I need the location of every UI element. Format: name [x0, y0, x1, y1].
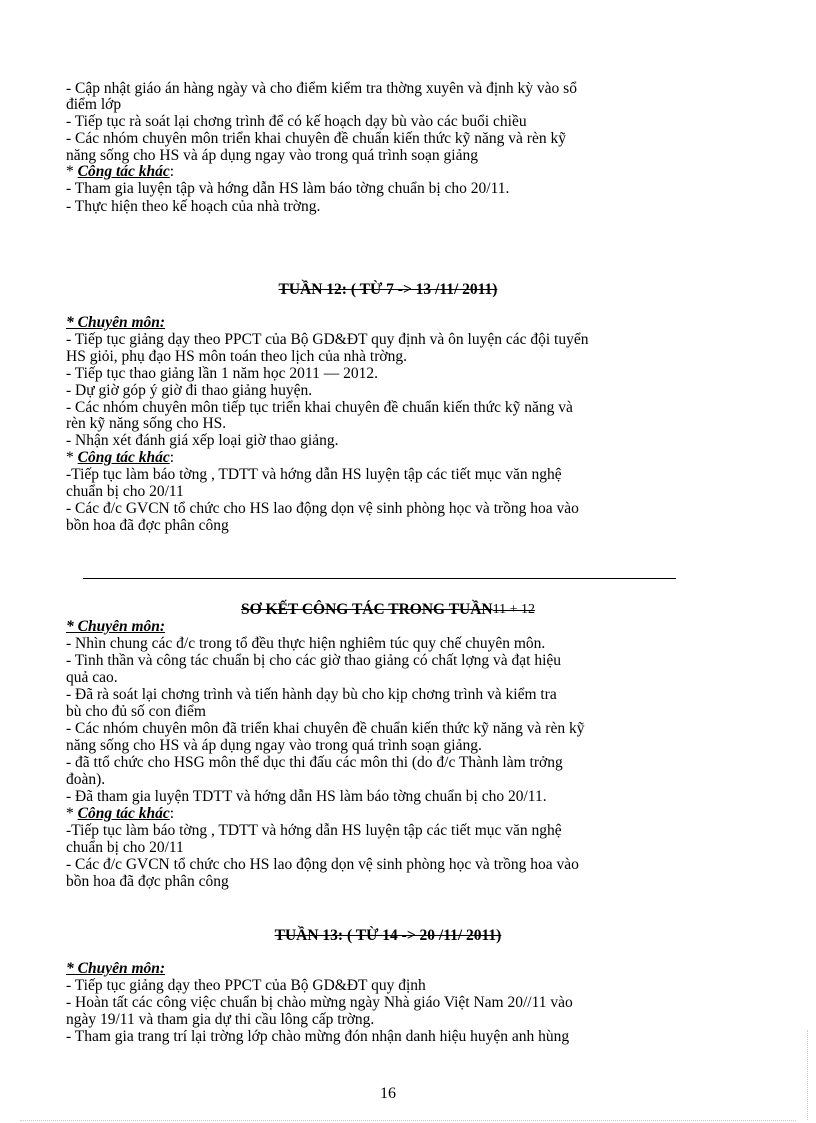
text-line: - Các đ/c GVCN tổ chức cho HS lao động dọn vệ sinh phòng học và trồng hoa vào	[66, 856, 579, 873]
text-line: - Các nhóm chuyên môn tiếp tục triển khai chuyên đề chuẩn kiến thức kỹ năng và	[66, 399, 573, 416]
page-number: 16	[380, 1085, 396, 1102]
text-line: - Tiếp tục giảng dạy theo PPCT của Bộ GD&ĐT quy định và ôn luyện các đội tuyển	[66, 331, 589, 348]
text-line: HS giỏi, phụ đạo HS môn toán theo lịch của nhà trờng.	[66, 348, 407, 365]
text-line: ngày 19/11 và tham gia dự thi cầu lông cấp trờng.	[66, 1011, 375, 1028]
text-line: - Các nhóm chuyên môn triển khai chuyên đề chuẩn kiến thức kỹ năng và rèn kỹ	[66, 130, 566, 147]
text-line: năng sống cho HS và áp dụng ngay vào trong quá trình soạn giảng	[66, 147, 478, 164]
text-line: -Tiếp tục làm báo tờng , TDTT và hớng dẫn HS luyện tập các tiết mục văn nghệ	[66, 466, 562, 483]
text-line: - Các đ/c GVCN tổ chức cho HS lao động dọn vệ sinh phòng học và trồng hoa vào	[66, 500, 579, 517]
week12-heading: TUẦN 12: ( TỪ 7 -> 13 /11/ 2011)	[278, 281, 498, 298]
other-work-label: * Công tác khác:	[66, 805, 175, 822]
divider-rule	[83, 578, 676, 579]
week13-heading: TUẦN 13: ( TỪ 14 -> 20 /11/ 2011)	[274, 927, 502, 944]
text-line: - Tham gia luyện tập và hớng dẫn HS làm báo tờng chuẩn bị cho 20/11.	[66, 180, 510, 197]
text-line: - Các nhóm chuyên môn đã triển khai chuyên đề chuẩn kiến thức kỹ năng và rèn kỹ	[66, 720, 585, 737]
summary-heading: SƠ KẾT CÔNG TÁC TRONG TUẦN11 + 12	[240, 601, 536, 618]
page-edge-dotted	[807, 1030, 808, 1120]
text-line: - Tham gia trang trí lại trờng lớp chào mừng đón nhận danh hiệu huyện anh hùng	[66, 1028, 570, 1045]
text-line: quả cao.	[66, 669, 118, 686]
text-line: chuẩn bị cho 20/11	[66, 483, 184, 500]
text-line: - Hoàn tất các công việc chuẩn bị chào mừng ngày Nhà giáo Việt Nam 20//11 vào	[66, 994, 573, 1011]
professional-label: * Chuyên môn:	[66, 314, 166, 331]
text-line: - đã ttổ chức cho HSG môn thể dục thi đấu các môn thi (do đ/c Thành làm trởng	[66, 754, 563, 771]
text-line: - Tiếp tục thao giảng lần 1 năm học 2011 — 2012.	[66, 365, 378, 382]
text-line: - Đã tham gia luyện TDTT và hớng dẫn HS làm báo tờng chuẩn bị cho 20/11.	[66, 788, 547, 805]
text-line: rèn kỹ năng sống cho HS.	[66, 415, 227, 432]
text-line: - Tiếp tục rà soát lại chơng trình để có kế hoạch dạy bù vào các buổi chiều	[66, 113, 527, 130]
text-line: bồn hoa đã đợc phân công	[66, 517, 229, 534]
text-line: điểm lớp	[66, 96, 122, 113]
text-line: - Nhận xét đánh giá xếp loại giờ thao giảng.	[66, 432, 339, 449]
text-line: - Tiếp tục giảng dạy theo PPCT của Bộ GD&ĐT quy định	[66, 977, 426, 994]
text-line: - Tinh thần và công tác chuẩn bị cho các giờ thao giảng có chất lợng và đạt hiệu	[66, 652, 562, 669]
text-line: - Dự giờ góp ý giờ đi thao giảng huyện.	[66, 382, 313, 399]
text-line: năng sống cho HS và áp dụng ngay vào trong quá trình soạn giảng.	[66, 737, 482, 754]
professional-label: * Chuyên môn:	[66, 618, 166, 635]
text-line: - Nhìn chung các đ/c trong tổ đều thực hiện nghiêm túc quy chế chuyên môn.	[66, 635, 546, 652]
text-line: - Thực hiện theo kế hoạch của nhà trờng.	[66, 198, 321, 215]
professional-label: * Chuyên môn:	[66, 960, 166, 977]
text-line: đoàn).	[66, 771, 106, 788]
text-line: bù cho đủ số con điểm	[66, 703, 206, 720]
text-line: bồn hoa đã đợc phân công	[66, 873, 229, 890]
text-line: - Đã rà soát lại chơng trình và tiến hành dạy bù cho kịp chơng trình và kiểm tra	[66, 686, 557, 703]
other-work-label: * Công tác khác:	[66, 163, 175, 180]
text-line: - Cập nhật giáo án hàng ngày và cho điểm kiểm tra thờng xuyên và định kỳ vào sổ	[66, 80, 577, 97]
page-edge-dotted	[20, 1120, 796, 1121]
text-line: -Tiếp tục làm báo tờng , TDTT và hớng dẫn HS luyện tập các tiết mục văn nghệ	[66, 822, 562, 839]
text-line: chuẩn bị cho 20/11	[66, 839, 184, 856]
other-work-label: * Công tác khác:	[66, 449, 175, 466]
